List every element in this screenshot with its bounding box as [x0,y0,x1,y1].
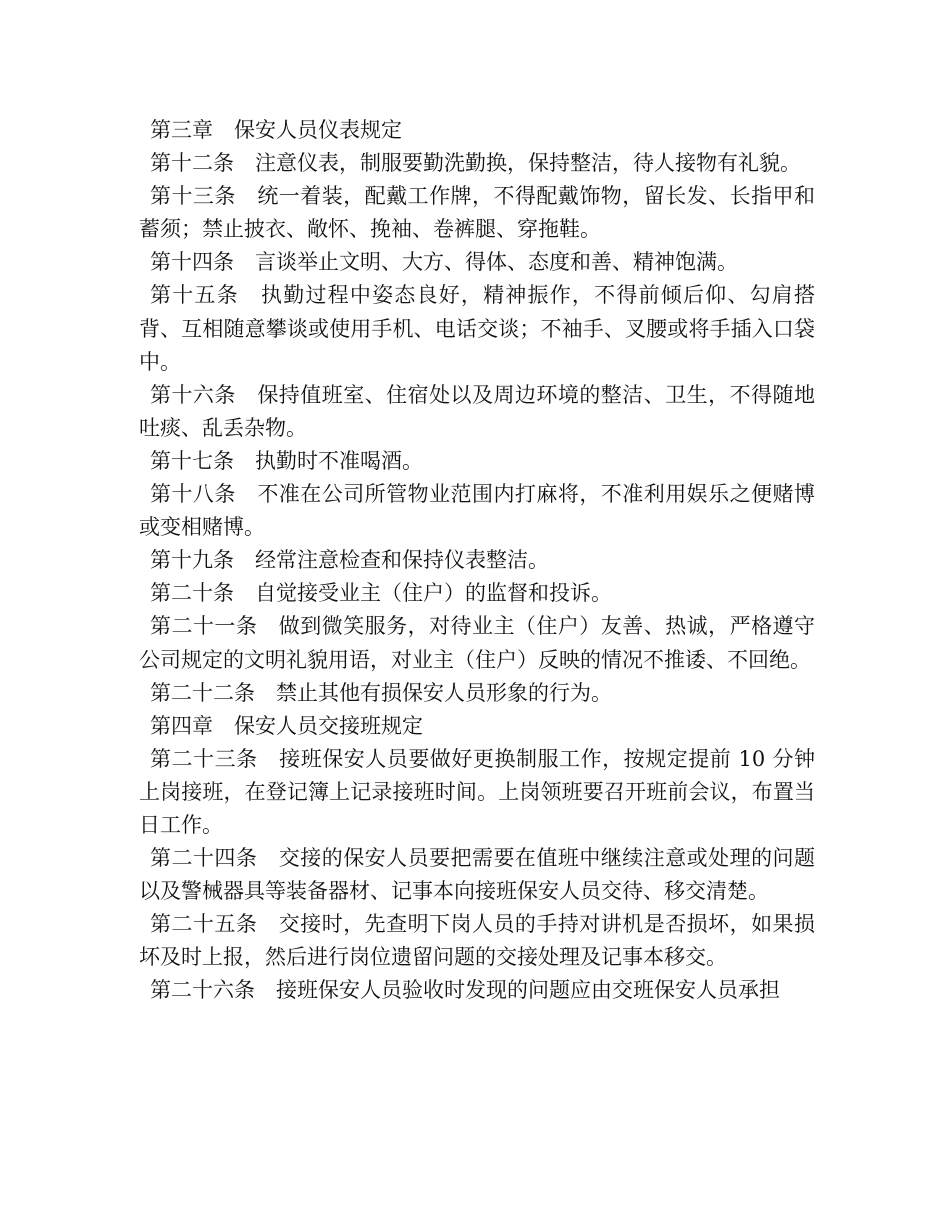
chapter-heading-4: 第四章 保安人员交接班规定 [150,713,423,738]
article-19: 第十九条 经常注意检查和保持仪表整洁。 [150,548,549,573]
chapter-heading-3: 第三章 保安人员仪表规定 [150,118,402,142]
article-25: 第二十五条 交接时，先查明下岗人员的手持对讲机是否损坏，如果损坏及时上报，然后进行岗位遗留问题的交接处理及记事本移交。 [139,912,815,970]
article-12: 第十二条 注意仪表，制服要勤洗勤换，保持整洁，待人接物有礼貌。 [150,151,801,176]
article-24: 第二十四条 交接的保安人员要把需要在值班中继续注意或处理的问题以及警械器具等装备器材、记事本向接班保安人员交待、移交清楚。 [139,846,815,904]
article-20: 第二十条 自觉接受业主（住户）的监督和投诉。 [150,581,612,606]
article-14: 第十四条 言谈举止文明、大方、得体、态度和善、精神饱满。 [150,250,738,275]
article-13: 第十三条 统一着装，配戴工作牌，不得配戴饰物，留长发、长指甲和蓄须；禁止披衣、敞怀、挽袖、卷裤腿、穿拖鞋。 [139,184,815,242]
article-21: 第二十一条 做到微笑服务，对待业主（住户）友善、热诚，严格遵守公司规定的文明礼貌用语，对业主（住户）反映的情况不推诿、不回绝。 [139,614,815,672]
article-26: 第二十六条 接班保安人员验收时发现的问题应由交班保安人员承担 [150,978,780,1003]
article-22: 第二十二条 禁止其他有损保安人员形象的行为。 [150,680,612,705]
article-16: 第十六条 保持值班室、住宿处以及周边环境的整洁、卫生，不得随地吐痰、乱丢杂物。 [139,382,815,440]
document-body [139,114,815,1008]
article-18: 第十八条 不准在公司所管物业范围内打麻将，不准利用娱乐之便赌博或变相赌博。 [139,482,815,540]
article-15: 第十五条 执勤过程中姿态良好，精神振作，不得前倾后仰、勾肩搭背、互相随意攀谈或使用手机、电话交谈；不袖手、叉腰或将手插入口袋中。 [139,283,815,374]
article-23: 第二十三条 接班保安人员要做好更换制服工作，按规定提前 10 分钟上岗接班，在登记簿上记录接班时间。上岗领班要召开班前会议，布置当日工作。 [139,746,815,837]
article-17: 第十七条 执勤时不准喝酒。 [150,448,423,473]
